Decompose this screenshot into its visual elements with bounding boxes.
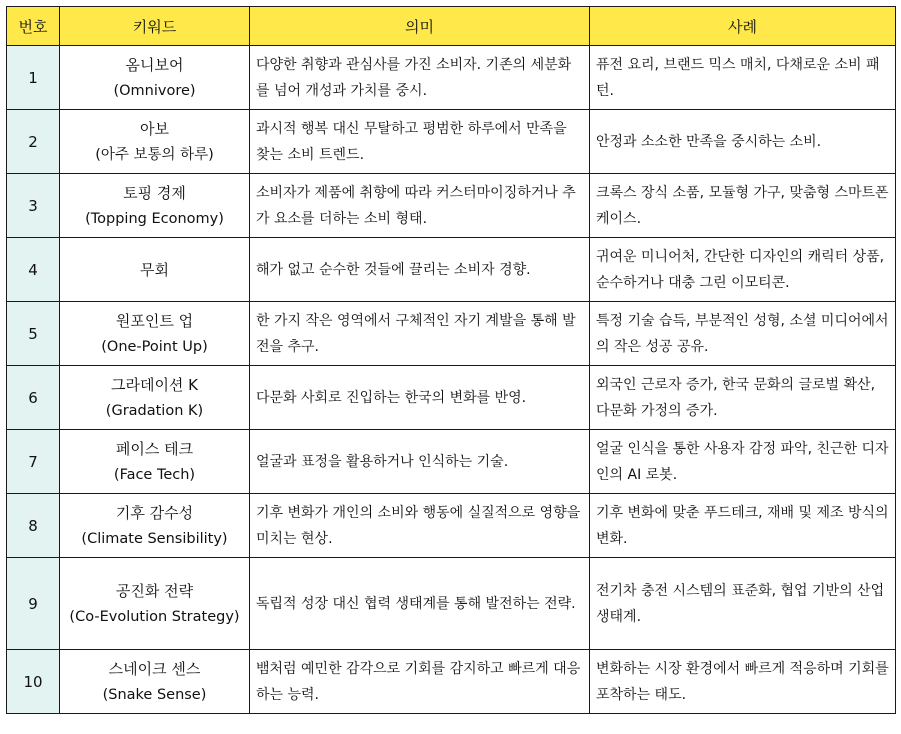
keyword-english: (Gradation K) [105,402,204,419]
keyword-cell [60,650,250,714]
example-cell: 얼굴 인식을 통한 사용자 감정 파악, 친근한 디자인의 AI 로봇. [590,430,896,494]
meaning-cell: 기후 변화가 개인의 소비와 행동에 실질적으로 영향을 미치는 현상. [250,494,590,558]
keyword-cell [60,430,250,494]
keyword-cell [60,302,250,366]
keyword-cell [60,46,250,110]
header-meaning: 의미 [250,7,590,46]
example-cell: 특정 기술 습득, 부분적인 성형, 소셜 미디어에서의 작은 성공 공유. [590,302,896,366]
example-cell: 안정과 소소한 만족을 중시하는 소비. [590,110,896,174]
table-row [7,494,896,558]
keyword-cell [60,494,250,558]
row-number: 7 [7,430,60,494]
row-number: 1 [7,46,60,110]
example-cell: 변화하는 시장 환경에서 빠르게 적응하며 기회를 포착하는 태도. [590,650,896,714]
header-row [7,7,896,46]
keyword-cell [60,110,250,174]
row-number: 4 [7,238,60,302]
keyword-korean: 페이스 테크 [115,439,194,458]
trend-keywords-table [6,6,896,714]
row-number: 8 [7,494,60,558]
table-row [7,650,896,714]
meaning-cell: 과시적 행복 대신 무탈하고 평범한 하루에서 만족을 찾는 소비 트렌드. [250,110,590,174]
meaning-cell: 얼굴과 표정을 활용하거나 인식하는 기술. [250,430,590,494]
table-row [7,366,896,430]
meaning-cell: 해가 없고 순수한 것들에 끌리는 소비자 경향. [250,238,590,302]
keyword-english: (Face Tech) [113,466,196,483]
keyword-cell [60,238,250,302]
keyword-korean: 스네이크 센스 [108,659,201,678]
keyword-korean: 기후 감수성 [115,503,194,522]
keyword-korean: 옴니보어 [125,55,184,74]
meaning-cell: 소비자가 제품에 취향에 따라 커스터마이징하거나 추가 요소를 더하는 소비 형태. [250,174,590,238]
keyword-cell [60,366,250,430]
meaning-cell: 뱀처럼 예민한 감각으로 기회를 감지하고 빠르게 대응하는 능력. [250,650,590,714]
header-keyword: 키워드 [60,7,250,46]
keyword-cell [60,174,250,238]
keyword-english: (Co-Evolution Strategy) [69,608,240,625]
keyword-korean: 원포인트 업 [115,311,194,330]
table-row [7,302,896,366]
row-number: 10 [7,650,60,714]
keyword-english: (Climate Sensibility) [81,530,228,547]
keyword-korean: 무회 [140,260,169,279]
keyword-korean: 토핑 경제 [123,183,186,202]
meaning-cell: 다문화 사회로 진입하는 한국의 변화를 반영. [250,366,590,430]
keyword-korean: 그라데이션 K [110,375,199,394]
keyword-korean: 공진화 전략 [115,581,194,600]
example-cell: 기후 변화에 맞춘 푸드테크, 재배 및 제조 방식의 변화. [590,494,896,558]
row-number: 6 [7,366,60,430]
table-row [7,238,896,302]
example-cell: 귀여운 미니어처, 간단한 디자인의 캐릭터 상품, 순수하거나 대충 그린 이모티콘. [590,238,896,302]
table-row [7,430,896,494]
table-row [7,46,896,110]
keyword-english: (아주 보통의 하루) [95,146,214,163]
row-number: 9 [7,558,60,650]
meaning-cell: 한 가지 작은 영역에서 구체적인 자기 계발을 통해 발전을 추구. [250,302,590,366]
meaning-cell: 독립적 성장 대신 협력 생태계를 통해 발전하는 전략. [250,558,590,650]
example-cell: 전기차 충전 시스템의 표준화, 협업 기반의 산업 생태계. [590,558,896,650]
table-row [7,110,896,174]
example-cell: 외국인 근로자 증가, 한국 문화의 글로벌 확산, 다문화 가정의 증가. [590,366,896,430]
row-number: 5 [7,302,60,366]
keyword-korean: 아보 [140,119,169,138]
header-example: 사례 [590,7,896,46]
table-row [7,558,896,650]
keyword-english: (Snake Sense) [102,686,207,703]
header-number: 번호 [7,7,60,46]
table-row [7,174,896,238]
row-number: 3 [7,174,60,238]
keyword-english: (Omnivore) [113,82,196,99]
row-number: 2 [7,110,60,174]
meaning-cell: 다양한 취향과 관심사를 가진 소비자. 기존의 세분화를 넘어 개성과 가치를 중시. [250,46,590,110]
example-cell: 크록스 장식 소품, 모듈형 가구, 맞춤형 스마트폰 케이스. [590,174,896,238]
keyword-cell [60,558,250,650]
keyword-english: (Topping Economy) [85,210,224,227]
keyword-english: (One-Point Up) [101,338,208,355]
example-cell: 퓨전 요리, 브랜드 믹스 매치, 다채로운 소비 패턴. [590,46,896,110]
